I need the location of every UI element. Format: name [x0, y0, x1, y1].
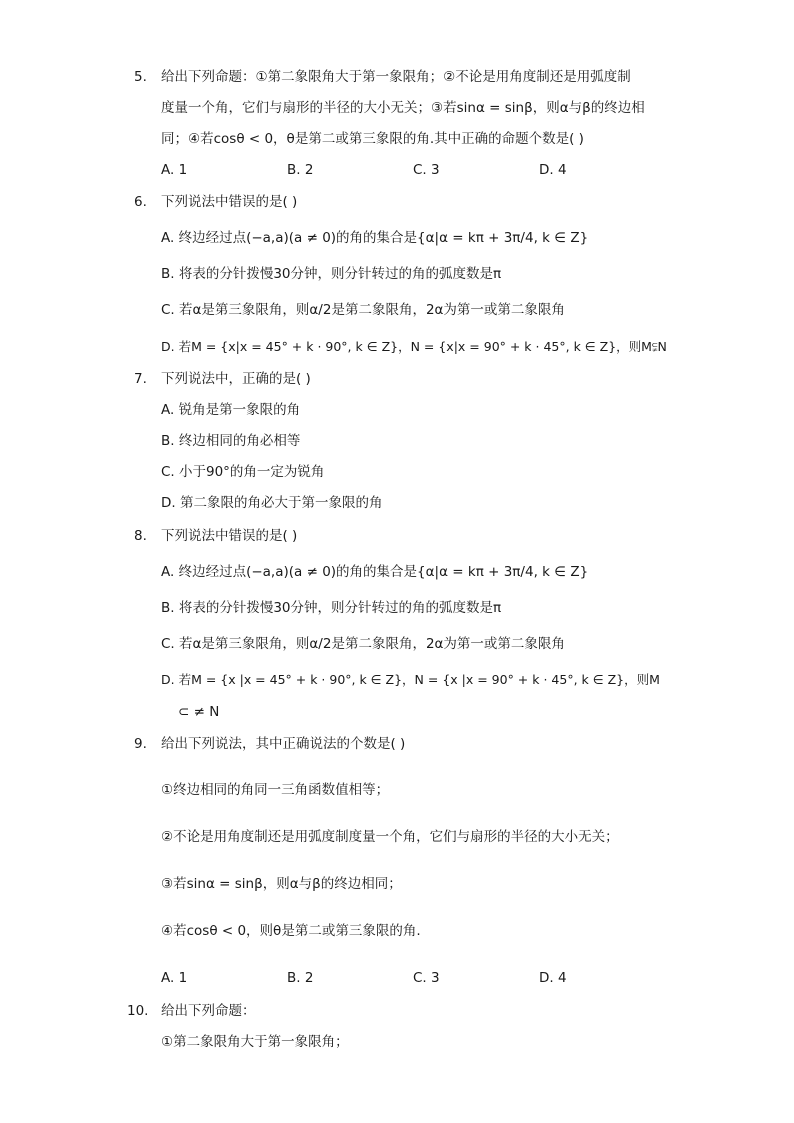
question-7-stem: 下列说法中，正确的是( ): [161, 371, 311, 387]
question-5-stem-line-1: 给出下列命题：①第二象限角大于第一象限角；②不论是用角度制还是用弧度制: [161, 69, 631, 85]
question-7-option-d: D. 第二象限的角必大于第一象限的角: [161, 495, 383, 511]
question-5-option-c: C. 3: [413, 162, 440, 178]
question-5-option-a: A. 1: [161, 162, 188, 178]
question-7-number: 7.: [134, 371, 147, 387]
question-9-number: 9.: [134, 736, 147, 752]
question-5-option-b: B. 2: [287, 162, 314, 178]
question-8-option-d-line-2: ⊂ ≠ N: [178, 704, 220, 720]
question-6-option-b: B. 将表的分针拨慢30分钟，则分针转过的角的弧度数是π: [161, 266, 502, 282]
question-9-option-c: C. 3: [413, 970, 440, 986]
question-5-stem-line-3: 同；④若cosθ < 0，θ是第二或第三象限的角.其中正确的命题个数是( ): [161, 131, 584, 147]
question-10-statement-1: ①第二象限角大于第一象限角；: [161, 1034, 349, 1050]
question-7-option-c: C. 小于90°的角一定为锐角: [161, 464, 325, 480]
question-9-statement-3: ③若sinα = sinβ，则α与β的终边相同；: [161, 876, 402, 892]
question-10-number: 10.: [127, 1003, 149, 1019]
question-7-option-a: A. 锐角是第一象限的角: [161, 402, 301, 418]
question-8-stem: 下列说法中错误的是( ): [161, 528, 298, 544]
question-5-number: 5.: [134, 69, 147, 85]
question-6-option-c: C. 若α是第三象限角，则α/2是第二象限角，2α为第一或第二象限角: [161, 302, 565, 318]
question-10-stem: 给出下列命题：: [161, 1003, 256, 1019]
question-7-option-b: B. 终边相同的角必相等: [161, 433, 301, 449]
question-9-stem: 给出下列说法，其中正确说法的个数是( ): [161, 736, 406, 752]
question-6-option-a: A. 终边经过点(−a,a)(a ≠ 0)的角的集合是{α|α = kπ + 3π/4, k ∈ Z}: [161, 230, 589, 246]
question-8-number: 8.: [134, 528, 147, 544]
question-6-stem: 下列说法中错误的是( ): [161, 194, 298, 210]
question-5-stem-line-2: 度量一个角，它们与扇形的半径的大小无关；③若sinα = sinβ，则α与β的终边相: [161, 100, 645, 116]
question-9-statement-1: ①终边相同的角同一三角函数值相等；: [161, 782, 390, 798]
question-6-option-d: D. 若M = {x|x = 45° + k · 90°, k ∈ Z}，N = {x|x = 90° + k · 45°, k ∈ Z}，则M⫋N: [161, 339, 667, 354]
question-6-number: 6.: [134, 194, 147, 210]
question-8-option-c: C. 若α是第三象限角，则α/2是第二象限角，2α为第一或第二象限角: [161, 636, 565, 652]
question-8-option-d-line-1: D. 若M = {x |x = 45° + k · 90°, k ∈ Z}，N = {x |x = 90° + k · 45°, k ∈ Z}，则M: [161, 672, 660, 687]
question-5-option-d: D. 4: [539, 162, 567, 178]
question-9-option-a: A. 1: [161, 970, 188, 986]
question-8-option-a: A. 终边经过点(−a,a)(a ≠ 0)的角的集合是{α|α = kπ + 3π/4, k ∈ Z}: [161, 564, 589, 580]
question-9-statement-2: ②不论是用角度制还是用弧度制度量一个角，它们与扇形的半径的大小无关；: [161, 829, 619, 845]
question-9-option-d: D. 4: [539, 970, 567, 986]
question-8-option-b: B. 将表的分针拨慢30分钟，则分针转过的角的弧度数是π: [161, 600, 502, 616]
question-9-option-b: B. 2: [287, 970, 314, 986]
question-9-statement-4: ④若cosθ < 0，则θ是第二或第三象限的角.: [161, 923, 421, 939]
